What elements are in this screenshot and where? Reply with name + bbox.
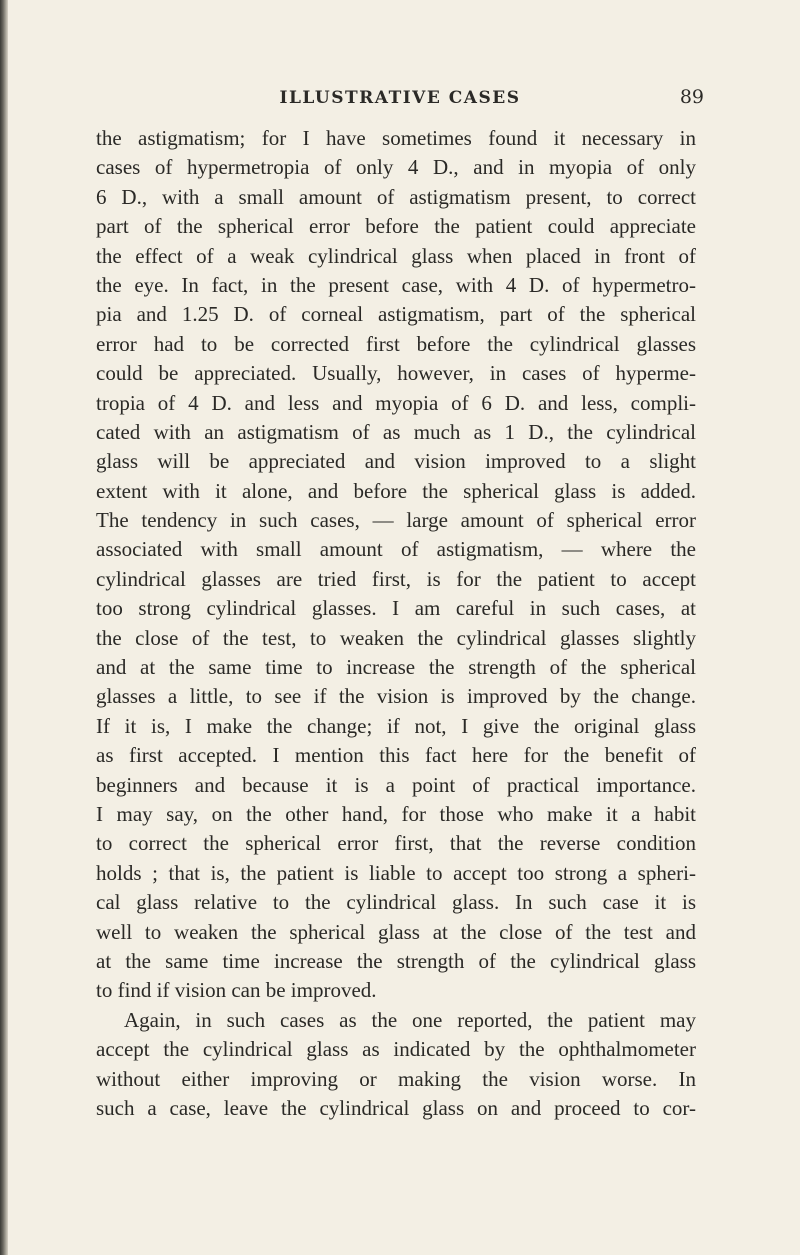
text-line: accept the cylindrical glass as indicated by the ophthalmometer bbox=[96, 1037, 696, 1062]
page-gutter-shadow bbox=[0, 0, 8, 1255]
text-line: tropia of 4 D. and less and myopia of 6 D. and less, compli- bbox=[96, 390, 696, 415]
text-line: error had to be corrected first before the cylindrical glasses bbox=[96, 331, 696, 356]
text-line: glass will be appreciated and vision improved to a slight bbox=[96, 449, 696, 474]
text-line: cated with an astigmatism of as much as 1 D., the cylindrical bbox=[96, 419, 696, 444]
text-line: cylindrical glasses are tried first, is for the patient to accept bbox=[96, 566, 696, 591]
text-line: the effect of a weak cylindrical glass when placed in front of bbox=[96, 243, 696, 268]
text-line: The tendency in such cases, — large amount of spherical error bbox=[96, 508, 696, 533]
text-line: at the same time increase the strength of the cylindrical glass bbox=[96, 948, 696, 973]
paragraph bbox=[96, 124, 696, 1006]
text-line: beginners and because it is a point of practical importance. bbox=[96, 772, 696, 797]
text-line: could be appreciated. Usually, however, in cases of hyperme- bbox=[96, 361, 696, 386]
text-line: extent with it alone, and before the spherical glass is added. bbox=[96, 478, 696, 503]
text-line: Again, in such cases as the one reported, the patient may bbox=[124, 1007, 696, 1032]
text-line: pia and 1.25 D. of corneal astigmatism, part of the spherical bbox=[96, 302, 696, 327]
text-line: part of the spherical error before the patient could appreciate bbox=[96, 214, 696, 239]
text-line: If it is, I make the change; if not, I give the original glass bbox=[96, 713, 696, 738]
page-number: 89 bbox=[679, 86, 704, 108]
text-line: well to weaken the spherical glass at the close of the test and bbox=[96, 919, 696, 944]
text-line: the close of the test, to weaken the cylindrical glasses slightly bbox=[96, 625, 696, 650]
text-line: glasses a little, to see if the vision is improved by the change. bbox=[96, 684, 696, 709]
text-line: I may say, on the other hand, for those who make it a habit bbox=[96, 801, 696, 826]
paragraph bbox=[96, 1006, 696, 1124]
text-line: to correct the spherical error first, that the reverse condition bbox=[96, 831, 696, 856]
text-line: without either improving or making the vision worse. In bbox=[96, 1066, 696, 1091]
text-line: the astigmatism; for I have sometimes found it necessary in bbox=[96, 126, 696, 150]
text-line: 6 D., with a small amount of astigmatism present, to correct bbox=[96, 184, 696, 209]
text-line: cases of hypermetropia of only 4 D., and in myopia of only bbox=[96, 155, 696, 180]
text-line: holds ; that is, the patient is liable to accept too strong a spheri- bbox=[96, 860, 696, 885]
running-title: ILLUSTRATIVE CASES bbox=[279, 88, 521, 108]
text-line: the eye. In fact, in the present case, with 4 D. of hypermetro- bbox=[96, 272, 696, 297]
text-line: cal glass relative to the cylindrical glass. In such case it is bbox=[96, 890, 696, 915]
text-line: such a case, leave the cylindrical glass on and proceed to cor- bbox=[96, 1095, 696, 1120]
text-line: too strong cylindrical glasses. I am careful in such cases, at bbox=[96, 596, 696, 621]
text-line: as first accepted. I mention this fact here for the benefit of bbox=[96, 743, 696, 768]
body-text bbox=[96, 124, 696, 1123]
text-line: to find if vision can be improved. bbox=[96, 978, 377, 1003]
text-line: associated with small amount of astigmatism, — where the bbox=[96, 537, 696, 562]
text-line: and at the same time to increase the strength of the spherical bbox=[96, 655, 696, 680]
